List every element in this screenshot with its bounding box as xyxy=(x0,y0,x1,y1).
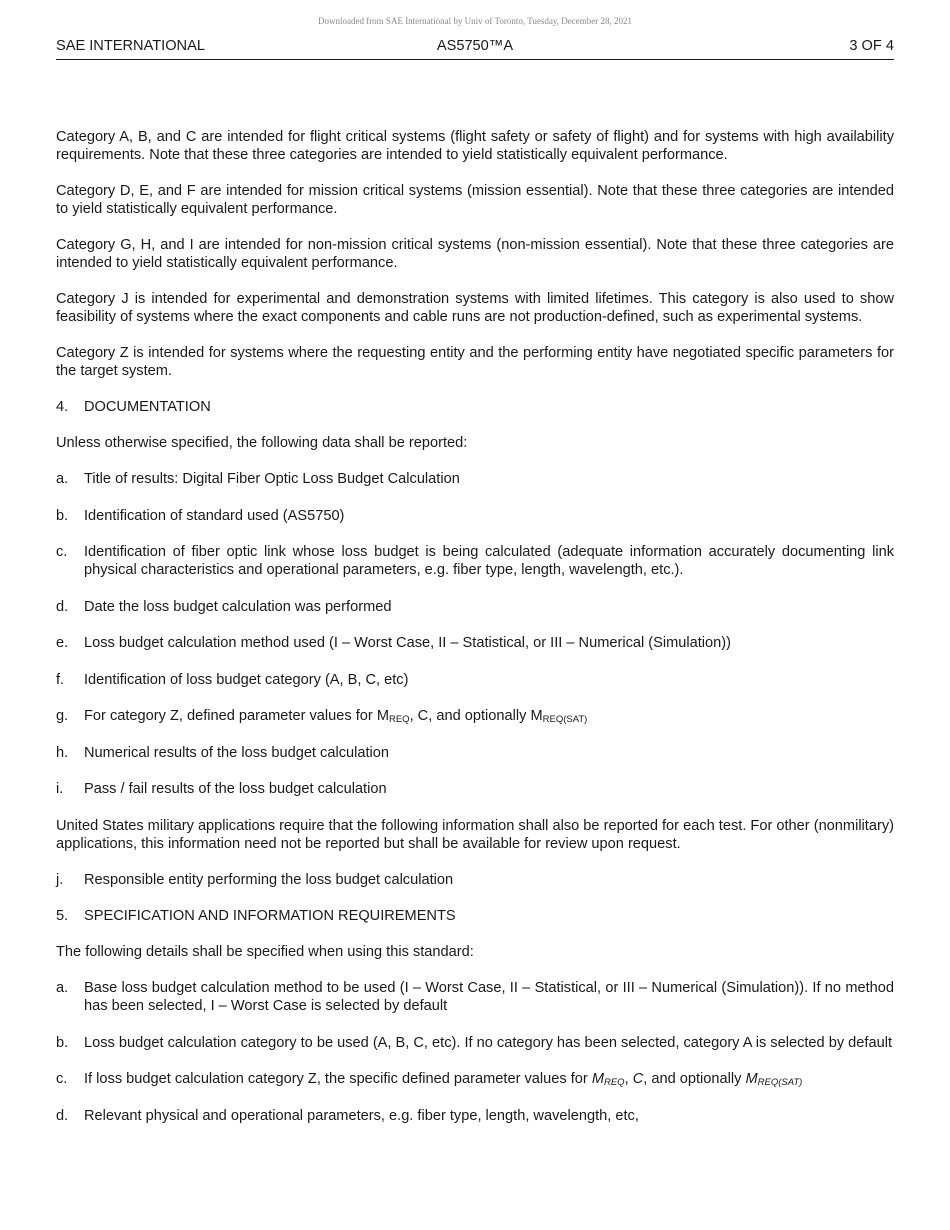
list-item-text: Numerical results of the loss budget calculation xyxy=(84,744,390,761)
section-number: 4. xyxy=(56,399,69,415)
variable-m: M xyxy=(591,1071,604,1087)
list-item xyxy=(56,780,894,798)
subscript: REQ(SAT) xyxy=(757,1077,803,1088)
list-item-text xyxy=(84,707,894,725)
list-item-label: e. xyxy=(56,635,69,651)
list-item-text: Identification of fiber optic link whose loss budget is being calculated (adequate information accurately documenting link physical characteristics and operational parameters, e.g. fiber type, length, wavelength, etc.). xyxy=(84,544,894,578)
list-item-text: Base loss budget calculation method to be used (I – Worst Case, II – Statistical, or III – Numerical (Simulation)). If no method has been selected, I – Worst Case is selected by default xyxy=(84,980,894,1014)
list-item-text: Title of results: Digital Fiber Optic Loss Budget Calculation xyxy=(84,471,460,487)
list-item xyxy=(56,470,894,488)
list-item-text xyxy=(84,1070,894,1088)
military-note: United States military applications require that the following information shall also be reported for each test. For other (nonmilitary) applications, this information need not be reported but shall be available for review upon request. xyxy=(56,817,894,852)
section-number: 5. xyxy=(56,908,69,924)
list-item-label: h. xyxy=(56,744,69,761)
list-item xyxy=(56,634,894,652)
variable-m: M xyxy=(745,1071,758,1087)
section-title: DOCUMENTATION xyxy=(84,399,211,415)
subscript: REQ(SAT) xyxy=(542,714,588,725)
list-item xyxy=(56,1034,894,1052)
section-5-heading xyxy=(56,907,894,925)
list-item-label: b. xyxy=(56,1034,69,1051)
paragraph-category-def: Category D, E, and F are intended for mission critical systems (mission essential). Note that these three categories are intended to yield statistically equivalent performance. xyxy=(56,183,894,217)
paragraph-category-abc: Category A, B, and C are intended for flight critical systems (flight safety or safety of flight) and for systems with high availability requirements. Note that these three categories are intended to yield statistically equivalent performance. xyxy=(56,129,894,163)
list-item xyxy=(56,598,894,616)
list-item xyxy=(56,507,894,525)
paragraph-category-z: Category Z is intended for systems where the requesting entity and the performing entity have negotiated specific parameters for the target system. xyxy=(56,345,894,379)
list-item-label: d. xyxy=(56,1107,69,1124)
list-item xyxy=(56,671,894,689)
list-item-text: Date the loss budget calculation was performed xyxy=(84,598,392,615)
list-item xyxy=(56,1107,894,1125)
text-fragment: If loss budget calculation category Z, the specific defined parameter values for xyxy=(84,1071,592,1087)
text-fragment: For category Z, defined parameter values for M xyxy=(84,708,389,724)
document-body xyxy=(56,128,894,1143)
list-item xyxy=(56,744,894,762)
list-item-label: a. xyxy=(56,980,69,996)
subscript: REQ xyxy=(603,1077,625,1088)
list-item-text: Identification of standard used (AS5750) xyxy=(84,507,345,524)
list-item xyxy=(56,979,894,1015)
text-fragment: , xyxy=(624,1071,633,1087)
list-item xyxy=(56,707,894,725)
list-item-label: f. xyxy=(56,671,65,688)
list-item-text: Identification of loss budget category (A, B, C, etc) xyxy=(84,671,409,688)
list-item-text: Responsible entity performing the loss budget calculation xyxy=(84,871,454,888)
list-item-label: c. xyxy=(56,544,68,560)
list-item xyxy=(56,871,894,889)
section-5-intro: The following details shall be specified when using this standard: xyxy=(56,944,474,960)
list-item-label: g. xyxy=(56,708,69,724)
list-item-label: d. xyxy=(56,598,69,615)
variable-c: C xyxy=(632,1071,644,1087)
paragraph-category-ghi: Category G, H, and I are intended for non-mission critical systems (non-mission essential). Note that these three categories are intended to yield statistically equivalent performance. xyxy=(56,237,894,271)
list-item-label: c. xyxy=(56,1071,68,1087)
page-header xyxy=(56,38,894,60)
list-item-text: Relevant physical and operational parameters, e.g. fiber type, length, wavelength, etc, xyxy=(84,1107,639,1124)
section-4-heading xyxy=(56,398,894,416)
section-4-intro: Unless otherwise specified, the following data shall be reported: xyxy=(56,435,468,451)
subscript: REQ xyxy=(388,714,410,725)
header-publisher: SAE INTERNATIONAL xyxy=(56,38,205,54)
list-item-label: b. xyxy=(56,507,69,524)
list-item-label: i. xyxy=(56,781,64,797)
text-fragment: , C, and optionally M xyxy=(409,708,543,724)
list-item-label: j. xyxy=(56,871,64,888)
list-item xyxy=(56,543,894,579)
text-fragment: , and optionally xyxy=(643,1071,746,1087)
download-watermark: Downloaded from SAE International by Univ of Toronto, Tuesday, December 28, 2021 xyxy=(317,16,633,26)
header-document-id: AS5750™A xyxy=(436,38,514,54)
list-item-text: Loss budget calculation method used (I – Worst Case, II – Statistical, or III – Numerical (Simulation)) xyxy=(84,635,731,651)
list-item xyxy=(56,1070,894,1088)
list-item-text: Pass / fail results of the loss budget calculation xyxy=(84,781,387,797)
list-item-text: Loss budget calculation category to be used (A, B, C, etc). If no category has been selected, category A is selected by default xyxy=(84,1034,892,1051)
list-item-label: a. xyxy=(56,471,69,487)
section-title: SPECIFICATION AND INFORMATION REQUIREMENTS xyxy=(84,908,456,924)
header-page-number: 3 OF 4 xyxy=(849,38,894,54)
paragraph-category-j: Category J is intended for experimental and demonstration systems with limited lifetimes. This category is also used to show feasibility of systems where the exact components and cable runs are not production-defined, such as experimental systems. xyxy=(56,291,894,325)
